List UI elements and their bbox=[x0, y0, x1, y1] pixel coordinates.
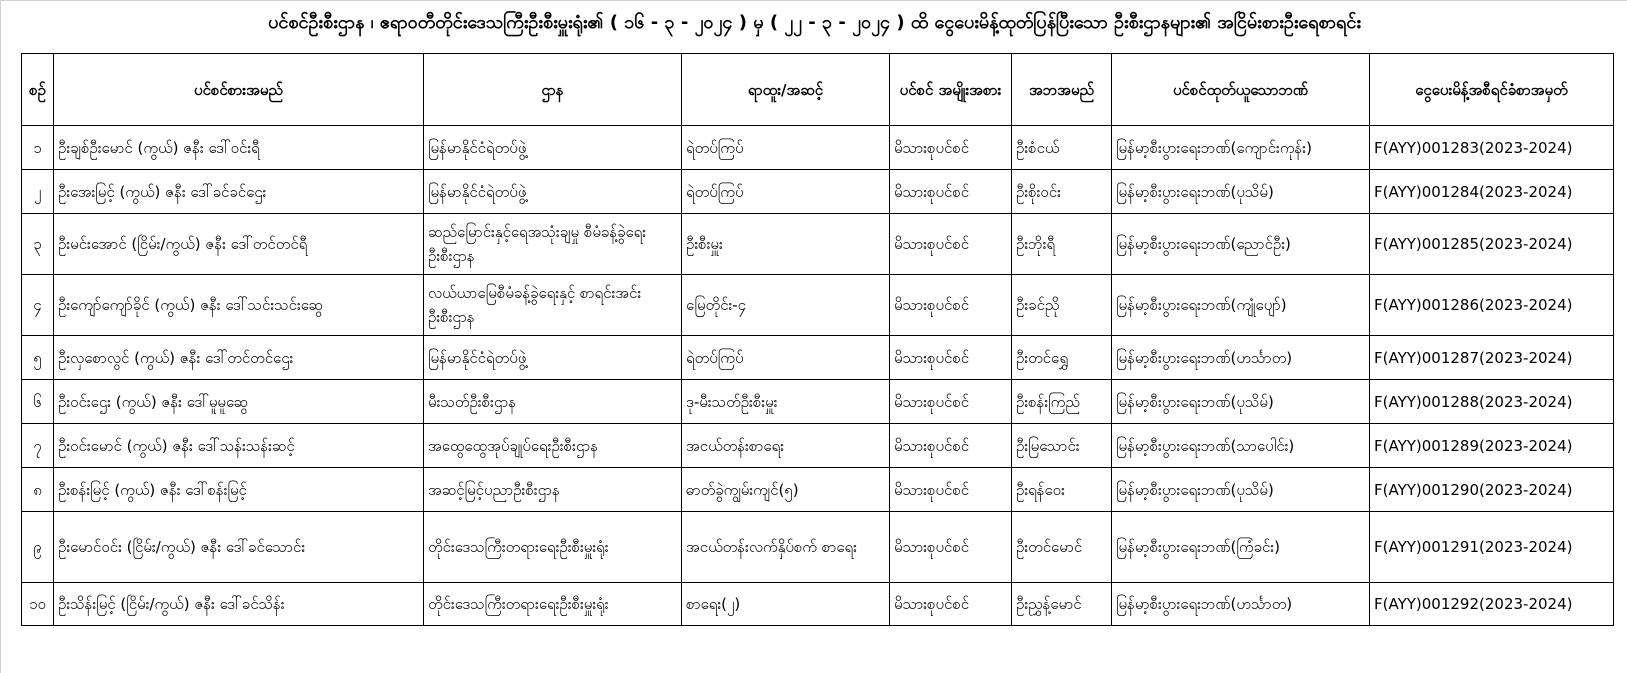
header-dept: ဌာန bbox=[424, 54, 682, 126]
header-name: ပင်စင်စားအမည် bbox=[54, 54, 424, 126]
header-type: ပင်စင် အမျိုးအစား bbox=[890, 54, 1012, 126]
cell-rank: ရဲတပ်ကြပ် bbox=[682, 336, 890, 380]
cell-father: ဦးမြသောင်း bbox=[1012, 424, 1112, 468]
cell-rank: အငယ်တန်းလက်နှိပ်စက် စာရေး bbox=[682, 512, 890, 583]
cell-father: ဦးတင်မောင် bbox=[1012, 512, 1112, 583]
cell-type: မိသားစုပင်စင် bbox=[890, 468, 1012, 512]
cell-ref: F(AYY)001291(2023-2024) bbox=[1370, 512, 1614, 583]
header-rank: ရာထူး/အဆင့် bbox=[682, 54, 890, 126]
cell-name: ဦးချစ်ဦးမောင် (ကွယ်) ဇနီး ဒေါ်ဝင်းရီ bbox=[54, 126, 424, 170]
cell-rank: ဦးစီးမှူး bbox=[682, 214, 890, 275]
cell-father: ဦးစံငယ် bbox=[1012, 126, 1112, 170]
cell-father: ဦးတင်ရွှေ bbox=[1012, 336, 1112, 380]
cell-no: ၂ bbox=[22, 170, 54, 214]
cell-ref: F(AYY)001285(2023-2024) bbox=[1370, 214, 1614, 275]
cell-type: မိသားစုပင်စင် bbox=[890, 512, 1012, 583]
cell-ref: F(AYY)001286(2023-2024) bbox=[1370, 275, 1614, 336]
header-ref: ငွေပေးမိန့်အစီရင်ခံစာအမှတ် bbox=[1370, 54, 1614, 126]
cell-dept: မြန်မာနိုင်ငံရဲတပ်ဖွဲ့ bbox=[424, 126, 682, 170]
header-father: အဘအမည် bbox=[1012, 54, 1112, 126]
cell-name: ဦးမောင်ဝင်း (ငြိမ်း/ကွယ်) ဇနီး ဒေါ်ခင်သောင်း bbox=[54, 512, 424, 583]
cell-name: ဦးစန်းမြင့် (ကွယ်) ဇနီး ဒေါ်စန်းမြင့် bbox=[54, 468, 424, 512]
header-no: စဉ် bbox=[22, 54, 54, 126]
cell-name: ဦးမင်းအောင် (ငြိမ်း/ကွယ်) ဇနီး ဒေါ်တင်တင်ရီ bbox=[54, 214, 424, 275]
cell-bank: မြန်မာ့စီးပွားရေးဘဏ်(ပုသိမ်) bbox=[1112, 468, 1370, 512]
table-row bbox=[22, 583, 1614, 626]
cell-type: မိသားစုပင်စင် bbox=[890, 380, 1012, 424]
cell-rank: ဓာတ်ခွဲကျွမ်းကျင်(၅) bbox=[682, 468, 890, 512]
cell-rank: အငယ်တန်းစာရေး bbox=[682, 424, 890, 468]
cell-no: ၈ bbox=[22, 468, 54, 512]
cell-name: ဦးသိန်းမြင့် (ငြိမ်း/ကွယ်) ဇနီး ဒေါ်ခင်သိန်း bbox=[54, 583, 424, 626]
cell-father: ဦးဘိုးရီ bbox=[1012, 214, 1112, 275]
cell-no: ၉ bbox=[22, 512, 54, 583]
table-row bbox=[22, 275, 1614, 336]
cell-dept: အဆင့်မြင့်ပညာဦးစီးဌာန bbox=[424, 468, 682, 512]
cell-ref: F(AYY)001284(2023-2024) bbox=[1370, 170, 1614, 214]
cell-father: ဦးရန်ဝေး bbox=[1012, 468, 1112, 512]
cell-father: ဦးစိုးဝင်း bbox=[1012, 170, 1112, 214]
page-title: ပင်စင်ဦးစီးဌာန ၊ ဧရာဝတီတိုင်းဒေသကြီးဦးစီးမှူးရုံး၏ ( ၁၆ - ၃ - ၂၀၂၄ ) မှ ( ၂၂ - ၃ - ၂၀၂၄ ) ထိ ငွေပေးမိန့်ထုတ်ပြန်ပြီးသော ဦးစီးဌာနများ၏ အငြိမ်းစားဦးရေစာရင်း bbox=[268, 12, 1361, 33]
cell-ref: F(AYY)001289(2023-2024) bbox=[1370, 424, 1614, 468]
cell-name: ဦးအေးမြင့် (ကွယ်) ဇနီး ဒေါ်ခင်ခင်ဌေး bbox=[54, 170, 424, 214]
cell-dept: မြန်မာနိုင်ငံရဲတပ်ဖွဲ့ bbox=[424, 336, 682, 380]
cell-bank: မြန်မာ့စီးပွားရေးဘဏ်(ဟင်္သာတ) bbox=[1112, 583, 1370, 626]
cell-bank: မြန်မာ့စီးပွားရေးဘဏ်(ပုသိမ်) bbox=[1112, 170, 1370, 214]
cell-type: မိသားစုပင်စင် bbox=[890, 583, 1012, 626]
table-row bbox=[22, 380, 1614, 424]
cell-type: မိသားစုပင်စင် bbox=[890, 336, 1012, 380]
cell-ref: F(AYY)001290(2023-2024) bbox=[1370, 468, 1614, 512]
cell-no: ၁၀ bbox=[22, 583, 54, 626]
table-header-row bbox=[22, 54, 1614, 126]
cell-ref: F(AYY)001288(2023-2024) bbox=[1370, 380, 1614, 424]
cell-dept: လယ်ယာမြေစီမံခန့်ခွဲရေးနှင့် စာရင်းအင်းဦးစီးဌာန bbox=[424, 275, 682, 336]
cell-rank: မြေတိုင်း-၄ bbox=[682, 275, 890, 336]
table-row bbox=[22, 336, 1614, 380]
table-row bbox=[22, 468, 1614, 512]
cell-name: ဦးဝင်းမောင် (ကွယ်) ဇနီး ဒေါ်သန်းသန်းဆင့် bbox=[54, 424, 424, 468]
cell-bank: မြန်မာ့စီးပွားရေးဘဏ်(သာပေါင်း) bbox=[1112, 424, 1370, 468]
cell-no: ၄ bbox=[22, 275, 54, 336]
cell-ref: F(AYY)001283(2023-2024) bbox=[1370, 126, 1614, 170]
cell-type: မိသားစုပင်စင် bbox=[890, 126, 1012, 170]
table-row bbox=[22, 126, 1614, 170]
cell-father: ဦးညွှန့်မောင် bbox=[1012, 583, 1112, 626]
table-row bbox=[22, 170, 1614, 214]
cell-rank: ရဲတပ်ကြပ် bbox=[682, 126, 890, 170]
cell-name: ဦးကျော်ကျော်ခိုင် (ကွယ်) ဇနီး ဒေါ်သင်းသင်းဆွေ bbox=[54, 275, 424, 336]
cell-no: ၇ bbox=[22, 424, 54, 468]
table-row bbox=[22, 214, 1614, 275]
cell-type: မိသားစုပင်စင် bbox=[890, 275, 1012, 336]
cell-rank: စာရေး(၂) bbox=[682, 583, 890, 626]
cell-no: ၆ bbox=[22, 380, 54, 424]
cell-no: ၅ bbox=[22, 336, 54, 380]
cell-rank: ဒု-မီးသတ်ဦးစီးမှူး bbox=[682, 380, 890, 424]
cell-father: ဦးစန်းကြည် bbox=[1012, 380, 1112, 424]
cell-bank: မြန်မာ့စီးပွားရေးဘဏ်(ဟင်္သာတ) bbox=[1112, 336, 1370, 380]
cell-dept: ဆည်မြောင်းနှင့်ရေအသုံးချမှု စီမံခန့်ခွဲရေးဦးစီးဌာန bbox=[424, 214, 682, 275]
cell-no: ၃ bbox=[22, 214, 54, 275]
cell-bank: မြန်မာ့စီးပွားရေးဘဏ်(ကျုံပျော်) bbox=[1112, 275, 1370, 336]
cell-type: မိသားစုပင်စင် bbox=[890, 170, 1012, 214]
table-row bbox=[22, 424, 1614, 468]
header-bank: ပင်စင်ထုတ်ယူသောဘဏ် bbox=[1112, 54, 1370, 126]
cell-dept: တိုင်းဒေသကြီးတရားရေးဦးစီးမှူးရုံး bbox=[424, 583, 682, 626]
cell-dept: မီးသတ်ဦးစီးဌာန bbox=[424, 380, 682, 424]
cell-type: မိသားစုပင်စင် bbox=[890, 214, 1012, 275]
cell-bank: မြန်မာ့စီးပွားရေးဘဏ်(ကြံခင်း) bbox=[1112, 512, 1370, 583]
cell-ref: F(AYY)001292(2023-2024) bbox=[1370, 583, 1614, 626]
cell-bank: မြန်မာ့စီးပွားရေးဘဏ်(ကျောင်းကုန်း) bbox=[1112, 126, 1370, 170]
cell-bank: မြန်မာ့စီးပွားရေးဘဏ်(ပုသိမ်) bbox=[1112, 380, 1370, 424]
cell-name: ဦးလှစောလွင် (ကွယ်) ဇနီး ဒေါ်တင်တင်ဌေး bbox=[54, 336, 424, 380]
cell-rank: ရဲတပ်ကြပ် bbox=[682, 170, 890, 214]
cell-type: မိသားစုပင်စင် bbox=[890, 424, 1012, 468]
cell-no: ၁ bbox=[22, 126, 54, 170]
cell-name: ဦးဝင်းဌေး (ကွယ်) ဇနီး ဒေါ်မူမူဆွေ bbox=[54, 380, 424, 424]
cell-dept: တိုင်းဒေသကြီးတရားရေးဦးစီးမှူးရုံး bbox=[424, 512, 682, 583]
cell-dept: မြန်မာနိုင်ငံရဲတပ်ဖွဲ့ bbox=[424, 170, 682, 214]
cell-dept: အထွေထွေအုပ်ချုပ်ရေးဦးစီးဌာန bbox=[424, 424, 682, 468]
cell-father: ဦးခင်ညို bbox=[1012, 275, 1112, 336]
cell-ref: F(AYY)001287(2023-2024) bbox=[1370, 336, 1614, 380]
table-row bbox=[22, 512, 1614, 583]
pensioner-table bbox=[21, 53, 1614, 626]
cell-bank: မြန်မာ့စီးပွားရေးဘဏ်(ညောင်ဦး) bbox=[1112, 214, 1370, 275]
